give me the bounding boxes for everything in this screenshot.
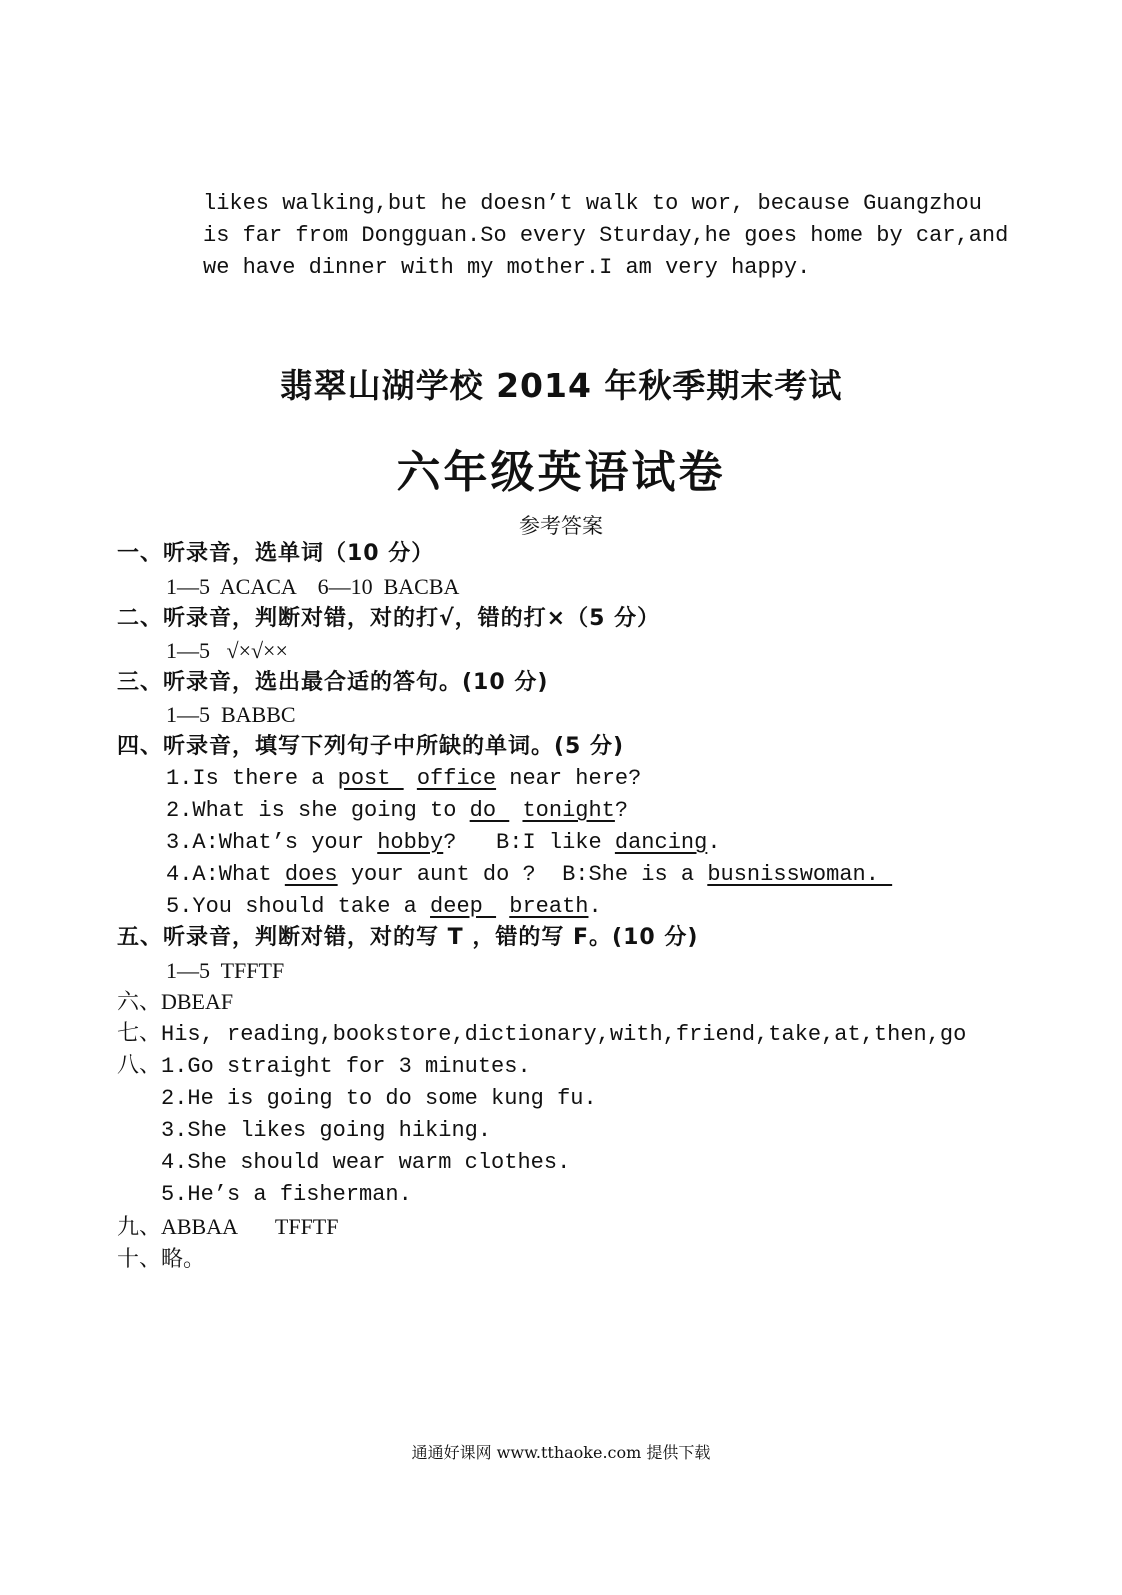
blank-answer: breath bbox=[509, 894, 589, 919]
section-8-answer-5: 5.He’s a fisherman. bbox=[161, 1182, 412, 1207]
footer-download-note: 通通好课网 www.tthaoke.com 提供下载 bbox=[411, 1443, 711, 1462]
section-4-item-5 bbox=[166, 893, 602, 921]
section-3-heading: 三、听录音，选出最合适的答句。(10 分) bbox=[117, 670, 549, 695]
passage-line-1: likes walking,but he doesn’t walk to wor, because Guangzhou bbox=[203, 191, 982, 216]
section-8-answer-2: 2.He is going to do some kung fu. bbox=[161, 1086, 597, 1111]
section-8-answer-3: 3.She likes going hiking. bbox=[161, 1118, 492, 1143]
section-7-answer: 七、His, reading,bookstore,dictionary,with,friend,take,at,then,go bbox=[117, 1022, 967, 1047]
section-4-item-3 bbox=[166, 829, 721, 857]
item-text: 4.A:What bbox=[166, 862, 285, 887]
section-9-answer: 九、ABBAA TFFTF bbox=[117, 1214, 339, 1239]
section-8-answer-1: 八、1.Go straight for 3 minutes. bbox=[117, 1054, 531, 1079]
item-text: . bbox=[588, 894, 602, 919]
item-text bbox=[404, 766, 417, 791]
section-5-heading: 五、听录音，判断对错，对的写 T ，错的写 F。(10 分) bbox=[117, 925, 699, 950]
section-4-item-1 bbox=[166, 765, 641, 793]
item-text: ? B:I like bbox=[443, 830, 615, 855]
blank-answer: post bbox=[337, 766, 404, 791]
section-1-heading: 一、听录音，选单词（10 分） bbox=[117, 541, 435, 566]
blank-answer: busnisswoman. bbox=[707, 862, 893, 887]
blank-answer: office bbox=[416, 766, 497, 791]
blank-answer: does bbox=[284, 862, 338, 887]
section-5-answer: 1—5 TFFTF bbox=[166, 958, 285, 983]
blank-answer: dancing bbox=[614, 830, 708, 855]
section-10-answer: 十、略。 bbox=[117, 1246, 206, 1271]
item-text: 2.What is she going to bbox=[166, 798, 470, 823]
section-4-item-2 bbox=[166, 797, 628, 825]
answer-key-label: 参考答案 bbox=[519, 514, 603, 538]
exam-title: 翡翠山湖学校 2014 年秋季期末考试 bbox=[279, 366, 843, 405]
item-text bbox=[509, 798, 522, 823]
passage-line-3: we have dinner with my mother.I am very happy. bbox=[203, 255, 811, 280]
section-2-answer: 1—5 √×√×× bbox=[166, 638, 288, 663]
section-4-heading: 四、听录音，填写下列句子中所缺的单词。(5 分) bbox=[117, 734, 625, 759]
item-text: your aunt do ? B:She is a bbox=[337, 862, 708, 887]
section-4-item-4 bbox=[166, 861, 892, 889]
item-text: 1.Is there a bbox=[166, 766, 338, 791]
exam-subtitle: 六年级英语试卷 bbox=[396, 447, 726, 498]
passage-line-2: is far from Dongguan.So every Sturday,he goes home by car,and bbox=[203, 223, 1009, 248]
blank-answer: hobby bbox=[377, 830, 444, 855]
section-8-answer-4: 4.She should wear warm clothes. bbox=[161, 1150, 571, 1175]
section-2-heading: 二、听录音，判断对错，对的打√，错的打×（5 分） bbox=[117, 606, 661, 631]
section-6-answer: 六、DBEAF bbox=[117, 989, 234, 1014]
item-text: ? bbox=[614, 798, 629, 823]
section-1-answer: 1—5 ACACA 6—10 BACBA bbox=[166, 574, 460, 599]
blank-answer: tonight bbox=[522, 798, 615, 823]
item-text: 3.A:What’s your bbox=[166, 830, 378, 855]
item-text: near here? bbox=[496, 766, 642, 791]
section-3-answer: 1—5 BABBC bbox=[166, 702, 296, 727]
item-text: . bbox=[707, 830, 721, 855]
item-text bbox=[496, 894, 509, 919]
item-text: 5.You should take a bbox=[166, 894, 431, 919]
blank-answer: deep bbox=[430, 894, 497, 919]
blank-answer: do bbox=[469, 798, 510, 823]
